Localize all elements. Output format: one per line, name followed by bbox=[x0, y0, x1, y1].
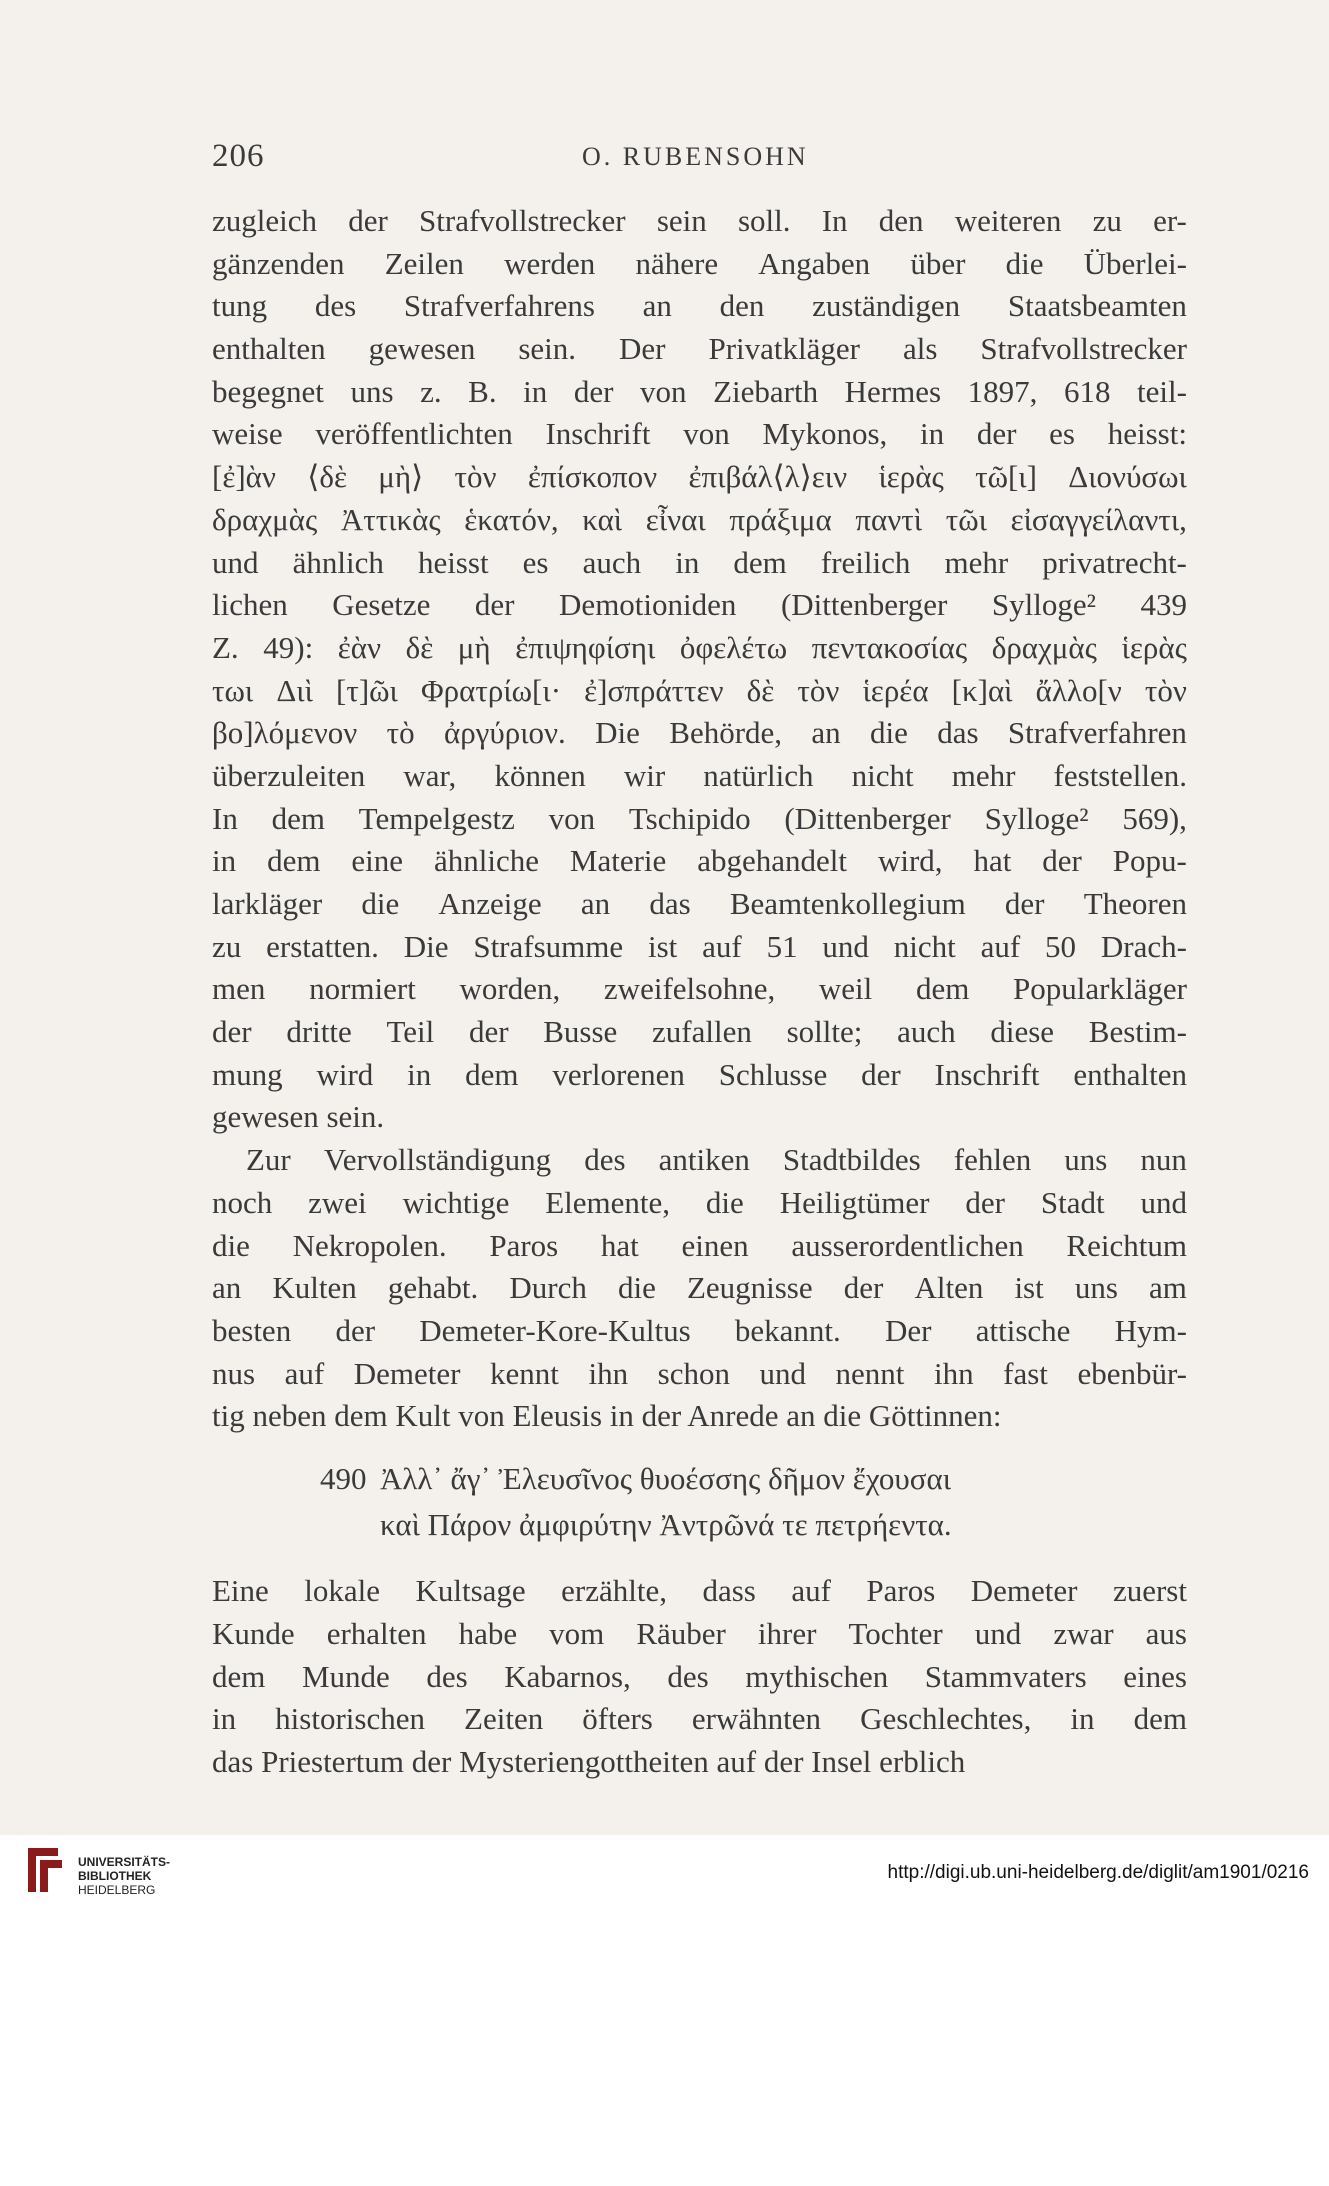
verse-line-2 bbox=[320, 1502, 1080, 1548]
text-line: men normiert worden, zweifelsohne, weil dem Popularkläger bbox=[212, 971, 1187, 1007]
verse-text-1: Ἀλλ᾽ ἄγ᾽ Ἐλευσῖνος θυοέσσης δῆμον ἔχουσαι bbox=[380, 1461, 952, 1497]
paragraph-2 bbox=[212, 1139, 1187, 1438]
verse-quotation bbox=[320, 1456, 1080, 1548]
text-line: Eine lokale Kultsage erzählte, dass auf Paros Demeter zuerst bbox=[212, 1573, 1187, 1609]
text-line: enthalten gewesen sein. Der Privatkläger als Strafvollstrecker bbox=[212, 331, 1187, 367]
page-footer bbox=[0, 1835, 1329, 2186]
text-line: Z. 49): ἐὰν δὲ μὴ ἐπιψηφίσηι ὀφελέτω πεντακοσίας δραχμὰς ἱερὰς bbox=[212, 629, 1187, 665]
text-line: nus auf Demeter kennt ihn schon und nennt ihn fast ebenbür- bbox=[212, 1355, 1187, 1391]
paragraph-3 bbox=[212, 1570, 1187, 1783]
text-line: überzuleiten war, können wir natürlich nicht mehr feststellen. bbox=[212, 757, 1187, 793]
text-line: lichen Gesetze der Demotioniden (Dittenberger Sylloge² 439 bbox=[212, 587, 1187, 623]
library-name: UNIVERSITÄTS- BIBLIOTHEK HEIDELBERG bbox=[78, 1855, 171, 1897]
text-line: die Nekropolen. Paros hat einen ausserordentlichen Reichtum bbox=[212, 1227, 1187, 1263]
body-text-continued bbox=[212, 1570, 1187, 1783]
text-line: τωι Διὶ [τ]ῶι Φρατρίω[ι· ἐ]σπράττεν δὲ τὸν ἱερέα [κ]αὶ ἄλλο[ν τὸν bbox=[212, 672, 1187, 708]
text-line: mung wird in dem verlorenen Schlusse der Inschrift enthalten bbox=[212, 1056, 1187, 1092]
text-line: der dritte Teil der Busse zufallen sollte; auch diese Bestim- bbox=[212, 1014, 1187, 1050]
source-url[interactable]: http://digi.ub.uni-heidelberg.de/diglit/am1901/0216 bbox=[887, 1862, 1309, 1883]
text-line: weise veröffentlichten Inschrift von Mykonos, in der es heisst: bbox=[212, 416, 1187, 452]
text-line: das Priestertum der Mysteriengottheiten auf der Insel erblich bbox=[212, 1744, 966, 1780]
library-logo-icon bbox=[14, 1840, 74, 1900]
body-text bbox=[212, 200, 1187, 1438]
text-line: in dem eine ähnliche Materie abgehandelt wird, hat der Popu- bbox=[212, 843, 1187, 879]
text-line: In dem Tempelgestz von Tschipido (Dittenberger Sylloge² 569), bbox=[212, 800, 1187, 836]
text-line: [ἐ]ὰν ⟨δὲ μὴ⟩ τὸν ἐπίσκοπον ἐπιβάλ⟨λ⟩ειν ἱερὰς τῶ[ι] Διονύσωι bbox=[212, 459, 1187, 495]
text-line: Zur Vervollständigung des antiken Stadtbildes fehlen uns nun bbox=[246, 1142, 1187, 1178]
text-line: an Kulten gehabt. Durch die Zeugnisse der Alten ist uns am bbox=[212, 1270, 1187, 1306]
page-header bbox=[212, 138, 1187, 178]
text-line: und ähnlich heisst es auch in dem freilich mehr privatrecht- bbox=[212, 544, 1187, 580]
text-line: in historischen Zeiten öfters erwähnten Geschlechtes, in dem bbox=[212, 1701, 1187, 1737]
text-line: larkläger die Anzeige an das Beamtenkollegium der Theoren bbox=[212, 886, 1187, 921]
text-line: noch zwei wichtige Elemente, die Heiligtümer der Stadt und bbox=[212, 1184, 1187, 1220]
text-line: Kunde erhalten habe vom Räuber ihrer Tochter und zwar aus bbox=[212, 1615, 1187, 1651]
text-line: besten der Demeter-Kore-Kultus bekannt. Der attische Hym- bbox=[212, 1312, 1187, 1348]
text-line: βο]λόμενον τὸ ἀργύριον. Die Behörde, an die das Strafverfahren bbox=[212, 715, 1187, 751]
text-line: tung des Strafverfahrens an den zuständigen Staatsbeamten bbox=[212, 288, 1187, 324]
verse-line-1 bbox=[320, 1456, 1080, 1502]
text-line: δραχμὰς Ἀττικὰς ἑκατόν, καὶ εἶναι πράξιμα παντὶ τῶι εἰσαγγείλαντι, bbox=[212, 501, 1187, 537]
text-line: zu erstatten. Die Strafsumme ist auf 51 und nicht auf 50 Drach- bbox=[212, 928, 1187, 964]
text-line: gewesen sein. bbox=[212, 1099, 385, 1135]
text-line: gänzenden Zeilen werden nähere Angaben über die Überlei- bbox=[212, 245, 1187, 281]
running-head: O. RUBENSOHN bbox=[582, 142, 809, 171]
page-number: 206 bbox=[212, 138, 265, 174]
verse-number: 490 bbox=[320, 1461, 367, 1497]
text-line: begegnet uns z. B. in der von Ziebarth Hermes 1897, 618 teil- bbox=[212, 373, 1187, 409]
text-line: tig neben dem Kult von Eleusis in der Anrede an die Göttinnen: bbox=[212, 1398, 1002, 1434]
text-line: zugleich der Strafvollstrecker sein soll. In den weiteren zu er- bbox=[212, 203, 1187, 238]
verse-text-2: καὶ Πάρον ἀμφιρύτην Ἀντρῶνά τε πετρήεντα. bbox=[380, 1507, 952, 1543]
paragraph-1 bbox=[212, 200, 1187, 1139]
text-line: dem Munde des Kabarnos, des mythischen Stammvaters eines bbox=[212, 1658, 1187, 1694]
